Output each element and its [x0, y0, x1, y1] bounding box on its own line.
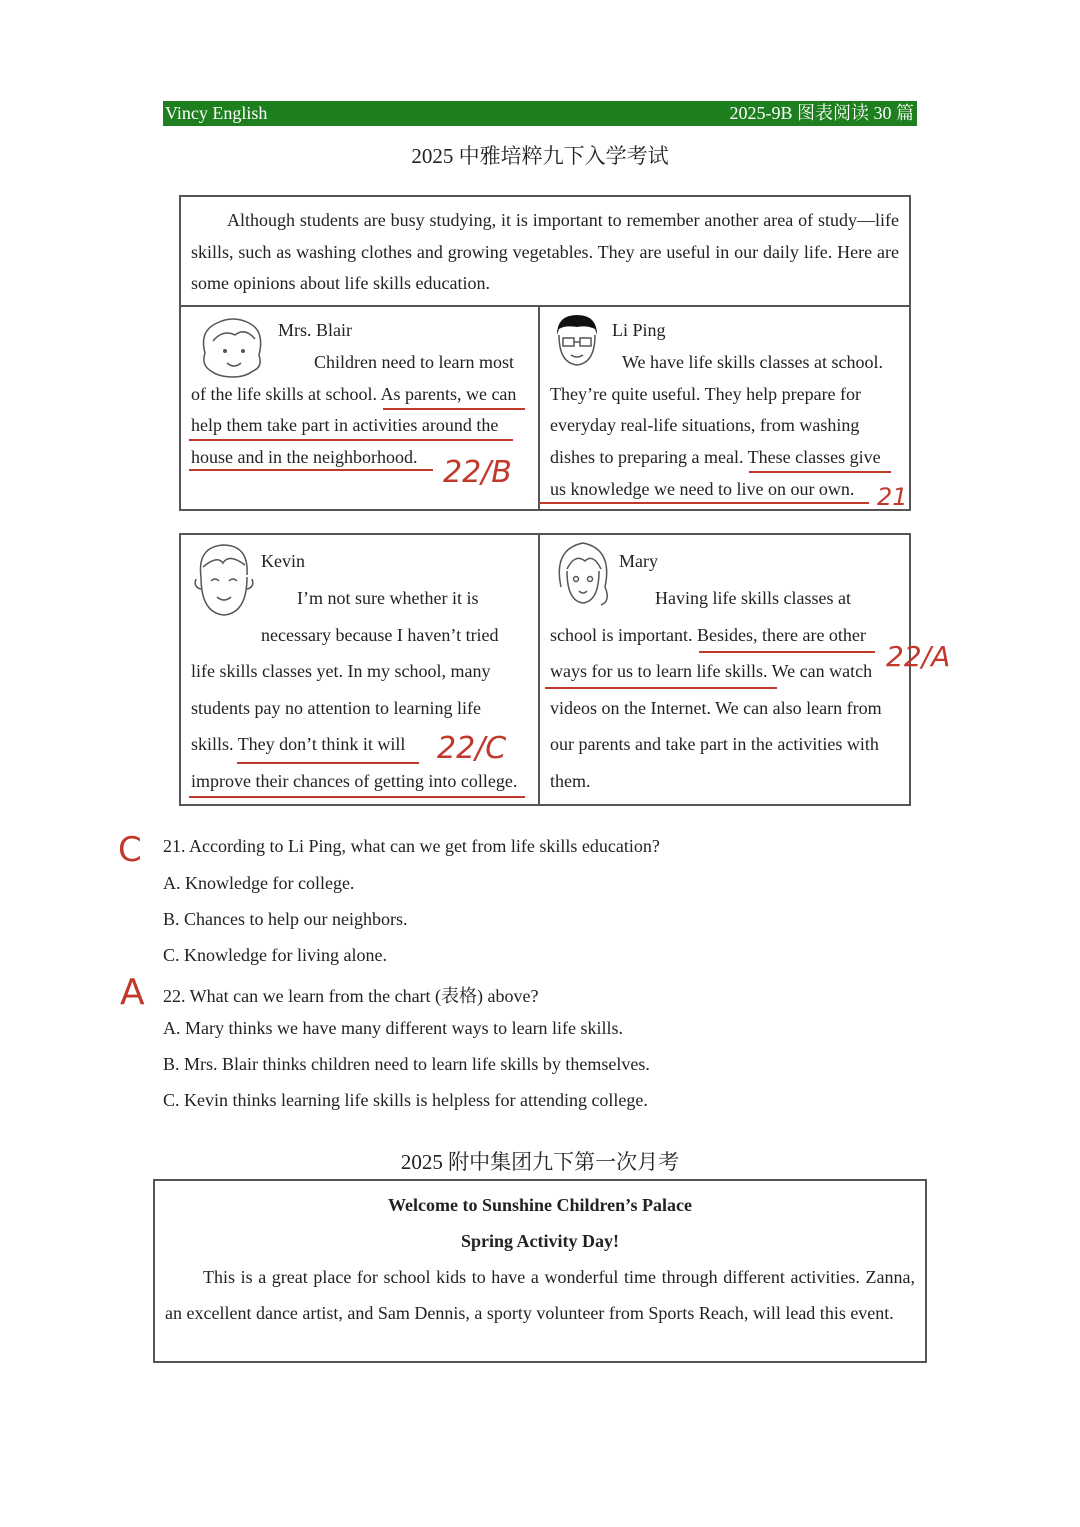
kevin-line-6: improve their chances of getting into college.	[191, 771, 518, 791]
q21-option-b: B. Chances to help our neighbors.	[163, 909, 408, 929]
handwritten-note-21: 21	[877, 483, 908, 511]
liping-line-4: dishes to preparing a meal. These classes give	[550, 447, 881, 467]
underline	[189, 796, 525, 798]
handwritten-note-22a: 22/A	[886, 640, 951, 673]
q22-stem: 22. What can we learn from the chart (表格) above?	[163, 986, 539, 1006]
blair-line-3: help them take part in activities around the	[191, 415, 499, 435]
underline	[189, 469, 433, 471]
q22-option-b: B. Mrs. Blair thinks children need to learn life skills by themselves.	[163, 1054, 650, 1074]
li-ping-avatar	[551, 311, 603, 371]
header-right: 2025-9B 图表阅读 30 篇	[729, 103, 914, 123]
underline	[237, 762, 419, 764]
mary-line-1: Having life skills classes at	[655, 588, 851, 608]
liping-line-2: They’re quite useful. They help prepare for	[550, 384, 862, 404]
liping-line-5: us knowledge we need to live on our own.	[550, 479, 855, 499]
mary-avatar	[553, 539, 613, 611]
opinion-grid-bottom	[179, 533, 911, 806]
opinion-grid-top	[179, 305, 911, 511]
handwritten-note-22b: 22/B	[443, 455, 512, 490]
kevin-line-5: skills. They don’t think it will	[191, 734, 406, 754]
kevin-line-4: students pay no attention to learning life	[191, 698, 481, 718]
underline	[749, 471, 891, 473]
notice-heading-2: Spring Activity Day!	[460, 1231, 619, 1251]
section2-title: 2025 附中集团九下第一次月考	[400, 1150, 680, 1174]
mary-line-4: videos on the Internet. We can also learn from	[550, 698, 882, 718]
grid-divider	[538, 307, 540, 509]
q22-option-c: C. Kevin thinks learning life skills is helpless for attending college.	[163, 1090, 648, 1110]
mary-line-6: them.	[550, 771, 591, 791]
q22-option-a: A. Mary thinks we have many different ways to learn life skills.	[163, 1018, 624, 1038]
q21-stem: 21. According to Li Ping, what can we get from life skills education?	[163, 836, 660, 856]
mrs-blair-avatar	[195, 313, 271, 379]
notice-body: This is a great place for school kids to have a wonderful time through different activities. Zanna, an excellent dance artist, and Sam Dennis, a sporty volunteer from Sports Reach, will lead this event.	[165, 1267, 915, 1323]
liping-line-1: We have life skills classes at school.	[622, 352, 883, 372]
handwritten-mark-q22: A	[120, 972, 145, 1013]
mary-line-5: our parents and take part in the activities with	[550, 734, 879, 754]
kevin-line-2: necessary because I haven’t tried	[261, 625, 499, 645]
mary-line-2: school is important. Besides, there are other	[550, 625, 866, 645]
notice-heading-1: Welcome to Sunshine Children’s Palace	[387, 1195, 692, 1215]
section1-title: 2025 中雅培粹九下入学考试	[411, 144, 669, 168]
header-bar	[163, 101, 917, 126]
blair-line-4: house and in the neighborhood.	[191, 447, 418, 467]
handwritten-mark-q21: C	[118, 830, 142, 870]
q21-option-c: C. Knowledge for living alone.	[163, 945, 387, 965]
underline	[189, 439, 513, 441]
blair-line-1: Children need to learn most	[314, 352, 514, 372]
grid-divider	[538, 535, 540, 804]
underline	[383, 408, 525, 410]
mary-name: Mary	[619, 551, 658, 571]
underline	[699, 651, 875, 653]
liping-line-3: everyday real-life situations, from washing	[550, 415, 860, 435]
kevin-name: Kevin	[261, 551, 305, 571]
blair-name: Mrs. Blair	[278, 320, 352, 340]
notice-box	[153, 1179, 927, 1363]
underline	[539, 502, 869, 504]
intro-box	[179, 195, 911, 307]
intro-text: Although students are busy studying, it is important to remember another area of study—life skills, such as washing clothes and growing vegetables. They are useful in our daily life. Here are some opinions about life skills education.	[191, 210, 899, 293]
kevin-line-3: life skills classes yet. In my school, many	[191, 661, 491, 681]
handwritten-note-22c: 22/C	[437, 731, 507, 766]
underline	[545, 687, 777, 689]
kevin-line-1: I’m not sure whether it is	[297, 588, 479, 608]
blair-line-2: of the life skills at school. As parents, we can	[191, 384, 517, 404]
mary-line-3: ways for us to learn life skills. We can watch	[550, 661, 873, 681]
q21-option-a: A. Knowledge for college.	[163, 873, 355, 893]
header-left: Vincy English	[165, 103, 268, 123]
kevin-avatar	[193, 541, 255, 619]
liping-name: Li Ping	[612, 320, 666, 340]
